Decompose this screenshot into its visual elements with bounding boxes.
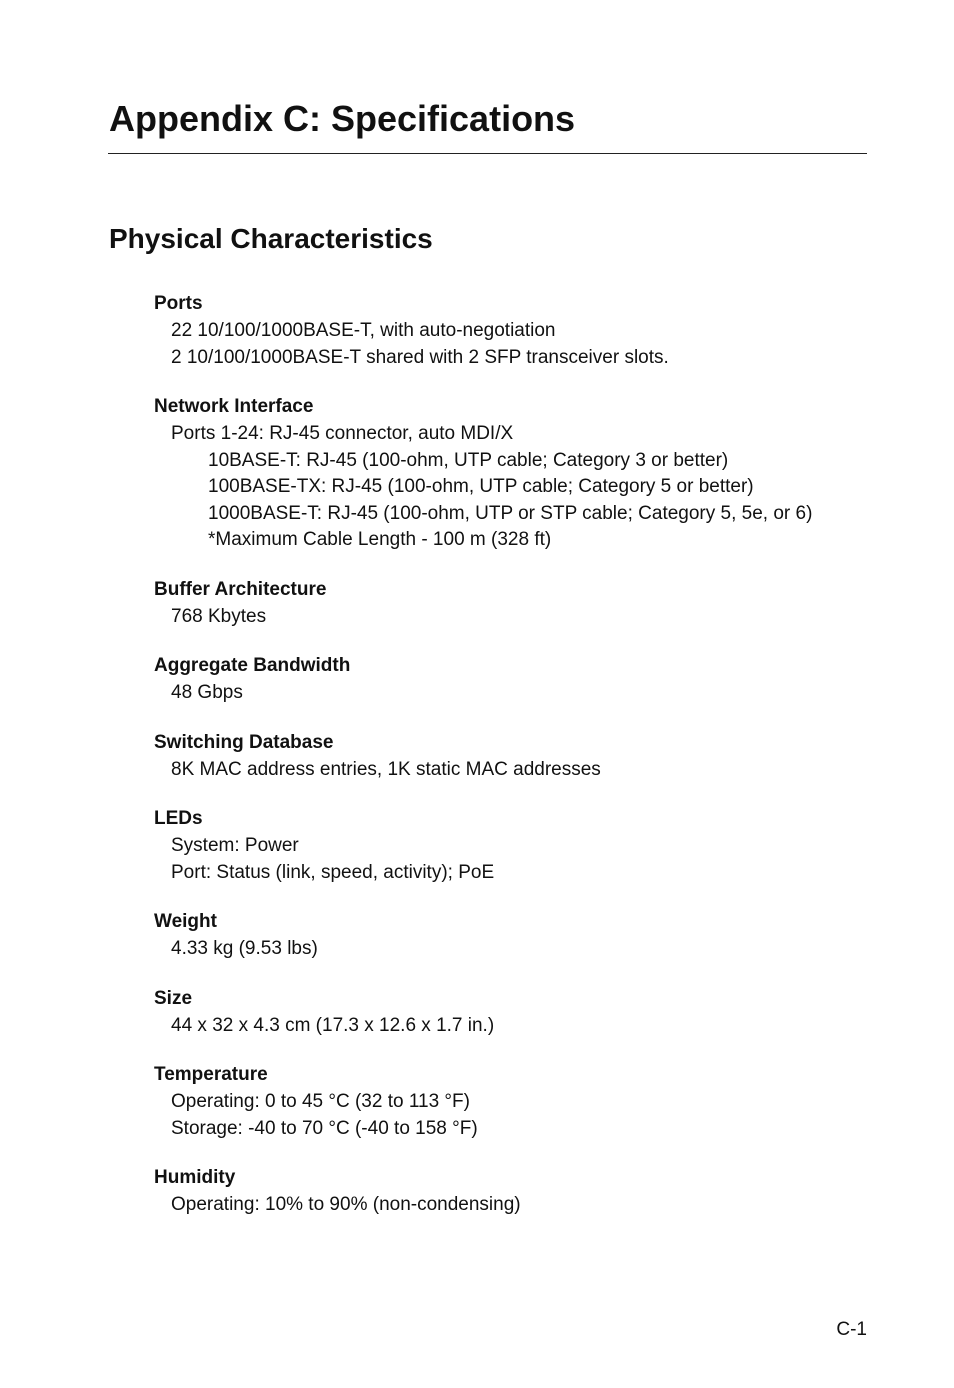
section-title: Physical Characteristics	[109, 223, 433, 254]
spec-heading: Switching Database	[154, 731, 334, 753]
chapter-title: Appendix C: Specifications	[109, 98, 576, 139]
spec-section	[154, 805, 874, 886]
spec-heading: Weight	[154, 911, 217, 932]
title-divider	[108, 153, 867, 154]
page-number: C-1	[836, 1319, 867, 1340]
spec-heading: LEDs	[154, 808, 203, 829]
spec-detail-line: Ports 1-24: RJ-45 connector, auto MDI/X	[171, 423, 514, 444]
spec-detail-line: Port: Status (link, speed, activity); PoE	[171, 861, 495, 883]
spec-section	[154, 985, 874, 1040]
spec-heading: Humidity	[154, 1167, 236, 1188]
spec-detail-line: 768 Kbytes	[171, 605, 267, 627]
spec-subdetail-line: 1000BASE-T: RJ-45 (100-ohm, UTP or STP cable; Category 5, 5e, or 6)	[208, 502, 813, 524]
spec-subdetail-line: *Maximum Cable Length - 100 m (328 ft)	[208, 529, 552, 550]
spec-detail-line: 8K MAC address entries, 1K static MAC addresses	[171, 758, 601, 780]
spec-detail-line: Operating: 0 to 45 °C (32 to 113 °F)	[171, 1091, 470, 1112]
spec-subdetail-line: 10BASE-T: RJ-45 (100-ohm, UTP cable; Category 3 or better)	[208, 449, 729, 471]
spec-heading: Temperature	[154, 1064, 268, 1085]
spec-detail-line: Operating: 10% to 90% (non-condensing)	[171, 1194, 521, 1215]
spec-section	[154, 393, 874, 554]
spec-subdetail-line: 100BASE-TX: RJ-45 (100-ohm, UTP cable; Category 5 or better)	[208, 476, 754, 497]
spec-section	[154, 652, 874, 707]
spec-detail-line: 22 10/100/1000BASE-T, with auto-negotiation	[171, 320, 556, 341]
spec-section	[154, 908, 874, 963]
spec-detail-line: 48 Gbps	[171, 682, 243, 703]
specifications-list	[154, 290, 874, 1241]
spec-detail-line: 4.33 kg (9.53 lbs)	[171, 938, 318, 959]
spec-detail-line: 44 x 32 x 4.3 cm (17.3 x 12.6 x 1.7 in.)	[171, 1014, 495, 1036]
spec-heading: Size	[154, 987, 193, 1009]
spec-section	[154, 1164, 874, 1219]
spec-detail-line: 2 10/100/1000BASE-T shared with 2 SFP transceiver slots.	[171, 346, 669, 368]
spec-heading: Network Interface	[154, 396, 314, 417]
spec-section	[154, 729, 874, 784]
spec-section	[154, 576, 874, 631]
spec-section	[154, 1061, 874, 1142]
spec-section	[154, 290, 874, 371]
spec-heading: Ports	[154, 293, 203, 314]
spec-detail-line: Storage: -40 to 70 °C (-40 to 158 °F)	[171, 1117, 478, 1139]
spec-heading: Aggregate Bandwidth	[154, 655, 351, 676]
spec-heading: Buffer Architecture	[154, 578, 327, 600]
spec-detail-line: System: Power	[171, 835, 299, 856]
